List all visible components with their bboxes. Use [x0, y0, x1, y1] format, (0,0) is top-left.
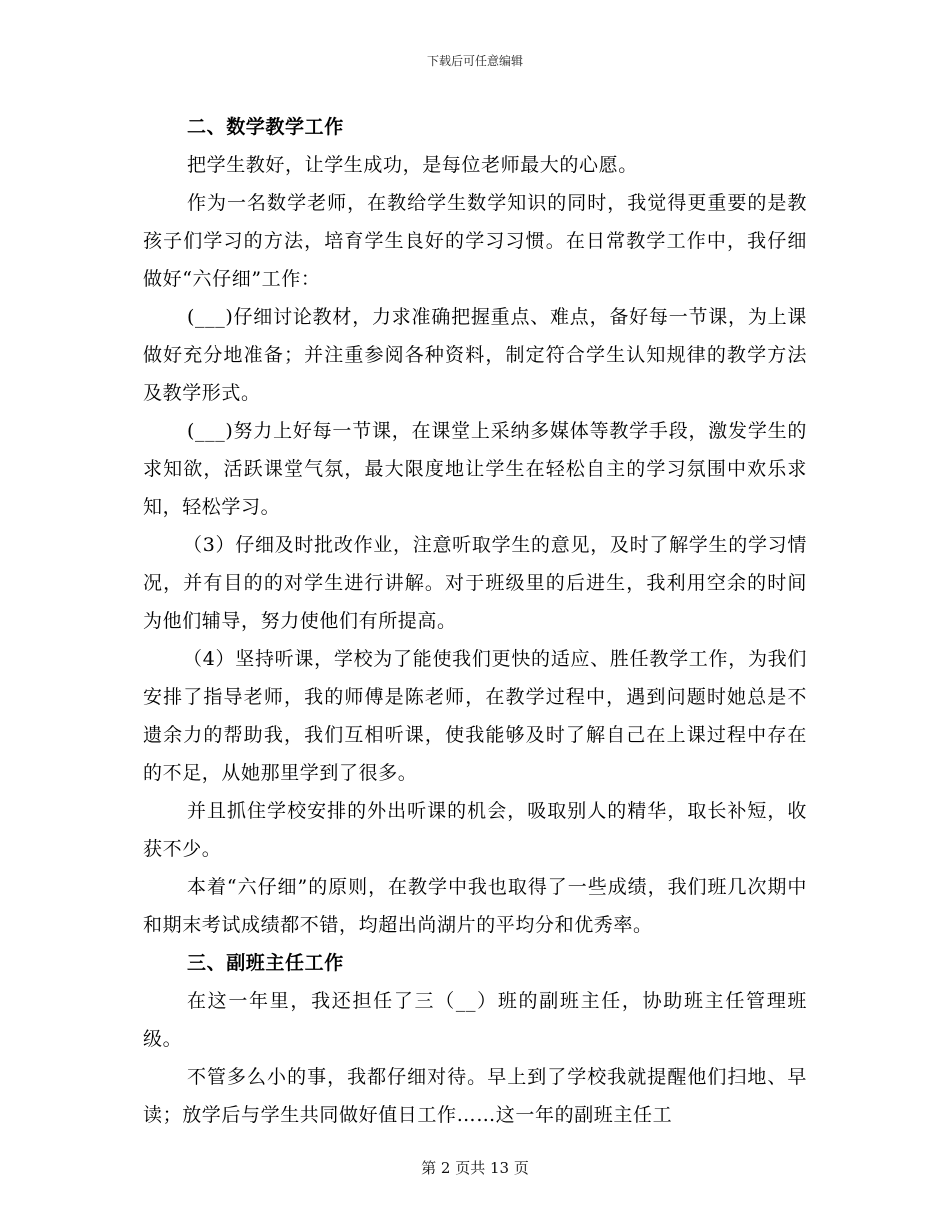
paragraph: (___)努力上好每一节课，在课堂上采纳多媒体等教学手段，激发学生的求知欲，活跃课堂气氛，最大限度地让学生在轻松自主的学习氛围中欢乐求知，轻松学习。	[143, 420, 807, 518]
page-header-note: 下载后可任意编辑	[426, 54, 523, 68]
paragraph: 在这一年里，我还担任了三（__）班的副班主任，协助班主任管理班级。	[143, 990, 807, 1050]
paragraph: （3）仔细及时批改作业，注意听取学生的意见，及时了解学生的学习情况，并有目的的对学生进行讲解。对于班级里的后进生，我利用空余的时间为他们辅导，努力使他们有所提高。	[143, 534, 807, 632]
paragraph: 不管多么小的事，我都仔细对待。早上到了学校我就提醒他们扫地、早读；放学后与学生共同做好值日工作……这一年的副班主任工	[143, 1066, 807, 1126]
paragraph: 作为一名数学老师，在教给学生数学知识的同时，我觉得更重要的是教孩子们学习的方法，培育学生良好的学习习惯。在日常教学工作中，我仔细做好“六仔细”工作：	[143, 192, 807, 290]
paragraph: （4）坚持听课，学校为了能使我们更快的适应、胜任教学工作，为我们安排了指导老师，我的师傅是陈老师，在教学过程中，遇到问题时她总是不遗余力的帮助我，我们互相听课，使我能够及时了解自己在上课过程中存在的不足，从她那里学到了很多。	[143, 648, 807, 784]
paragraph: 本着“六仔细”的原则，在教学中我也取得了一些成绩，我们班几次期中和期末考试成绩都不错，均超出尚湖片的平均分和优秀率。	[143, 876, 807, 936]
paragraph: 把学生教好，让学生成功，是每位老师最大的心愿。	[187, 154, 638, 176]
paragraph: 并且抓住学校安排的外出听课的机会，吸取别人的精华，取长补短，收获不少。	[143, 800, 807, 860]
section-heading-math: 二、数学教学工作	[187, 116, 344, 138]
section-heading-assistant: 三、副班主任工作	[187, 952, 344, 974]
document-body	[143, 108, 807, 1134]
page-number-footer: 第 2 页共 13 页	[421, 1159, 529, 1177]
paragraph: (___)仔细讨论教材，力求准确把握重点、难点，备好每一节课，为上课做好充分地准备；并注重参阅各种资料，制定符合学生认知规律的教学方法及教学形式。	[143, 306, 807, 404]
